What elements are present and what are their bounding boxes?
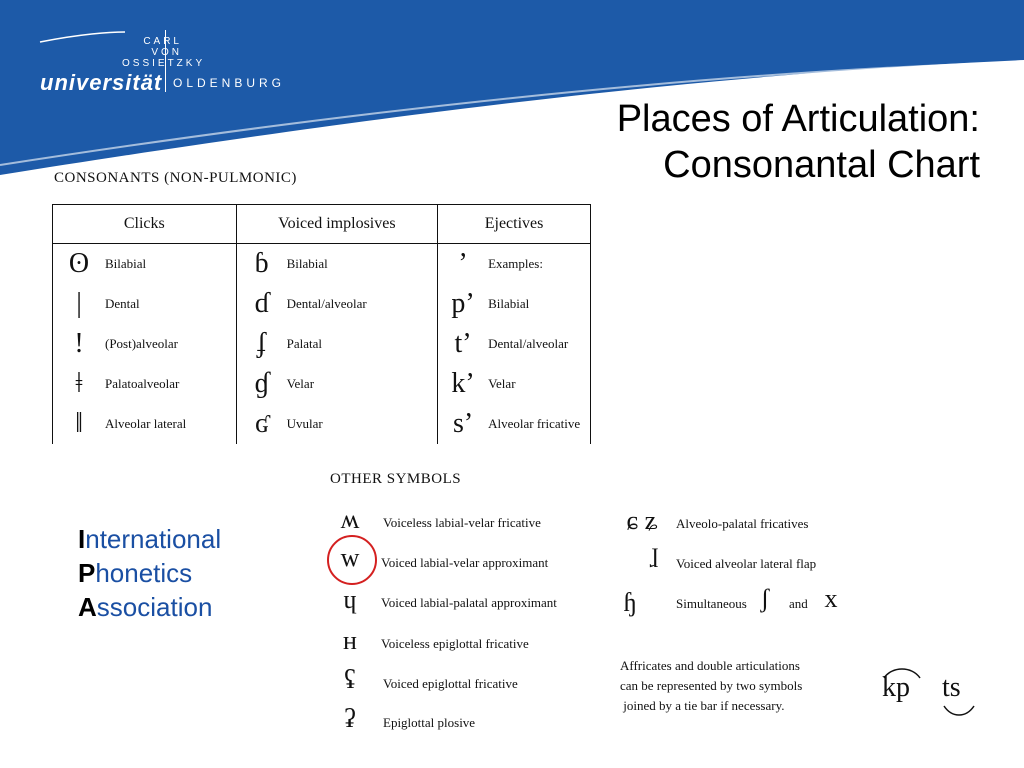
ejective-label: Examples: — [488, 244, 590, 285]
other-symbol: ʡ — [344, 704, 356, 733]
other-symbol: w — [340, 543, 360, 572]
other-symbol-desc: Voiceless epiglottal fricative — [381, 636, 529, 651]
other-symbol: ʍ — [340, 505, 360, 534]
column-ejectives: Ejectives — [438, 205, 591, 244]
note-line: can be represented by two symbols — [620, 678, 803, 693]
ipa-line-association — [78, 590, 221, 624]
slide-title-line1: Places of Articulation: — [616, 98, 980, 140]
ejective-symbol: tʼ — [438, 324, 489, 364]
other-symbol-desc: and — [789, 596, 808, 611]
click-label: Alveolar lateral — [105, 416, 187, 431]
other-symbol: ʃ — [760, 584, 770, 613]
click-symbol: ǂ — [53, 364, 106, 404]
implosive-label: Bilabial — [286, 256, 328, 271]
table-row — [53, 284, 591, 324]
affricates-note — [620, 656, 802, 716]
tie-example-ts: ts — [942, 672, 961, 703]
other-symbol-desc: Alveolo-palatal fricatives — [676, 516, 809, 531]
click-label: Palatoalveolar — [105, 376, 180, 391]
logo-universitaet: universität — [40, 70, 163, 95]
table-row — [53, 244, 591, 285]
other-symbol: ʜ — [343, 626, 357, 655]
implosive-label: Dental/alveolar — [286, 296, 367, 311]
ipa-initial-p: P — [78, 558, 96, 588]
ejective-symbol: sʼ — [438, 404, 489, 444]
logo-oldenburg: OLDENBURG — [173, 76, 286, 90]
click-label: Bilabial — [105, 256, 147, 271]
slide-title — [460, 96, 980, 188]
ipa-line-international — [78, 522, 221, 556]
logo-carl-von-ossietzky — [122, 36, 206, 69]
implosive-label: Velar — [286, 376, 315, 391]
ejective-label: Velar — [488, 364, 590, 404]
ejective-label: Bilabial — [488, 284, 590, 324]
note-line: Affricates and double articulations — [620, 658, 800, 673]
other-symbol: ʢ — [344, 665, 356, 694]
table-row — [53, 364, 591, 404]
logo-von: VON — [151, 47, 182, 58]
table-row — [53, 324, 591, 364]
highlight-circle — [327, 535, 377, 585]
click-symbol: ! — [53, 324, 106, 364]
ipa-association: ssociation — [96, 592, 213, 622]
click-symbol: ʘ — [53, 244, 106, 285]
ejective-label: Dental/alveolar — [488, 324, 590, 364]
slide-title-line2: Consonantal Chart — [663, 144, 980, 186]
tie-bar-below-icon — [942, 704, 976, 718]
column-clicks: Clicks — [53, 205, 237, 244]
column-voiced-implosives: Voiced implosives — [236, 205, 438, 244]
other-symbol-desc: Voiced labial-velar approximant — [381, 555, 549, 570]
ipa-initial-a: A — [78, 592, 97, 622]
other-symbol: ɥ — [343, 585, 357, 614]
other-symbol-desc: Voiced epiglottal fricative — [383, 676, 518, 691]
ejective-label: Alveolar fricative — [488, 404, 590, 444]
click-label: (Post)alveolar — [105, 336, 178, 351]
ipa-line-phonetics — [78, 556, 221, 590]
logo-carl: CARL — [143, 36, 182, 47]
implosive-label: Palatal — [286, 336, 322, 351]
logo-ossietzky: OSSIETZKY — [122, 58, 206, 69]
note-line: joined by a tie bar if necessary. — [620, 698, 785, 713]
other-symbol: ɧ — [623, 588, 637, 617]
ipa-initial-i: I — [78, 524, 86, 554]
other-symbols-heading: OTHER SYMBOLS — [330, 471, 462, 487]
implosive-symbol: ɗ — [236, 284, 287, 324]
implosive-symbol: ʄ — [236, 324, 287, 364]
click-symbol: | — [53, 284, 106, 324]
ipa-phonetics: honetics — [95, 558, 193, 588]
other-symbol-desc: Simultaneous — [676, 596, 747, 611]
ejective-symbol: kʼ — [438, 364, 489, 404]
tie-bar-icon — [882, 666, 922, 680]
tie-example-kp: kp — [882, 672, 910, 703]
ejective-symbol: ʼ — [438, 244, 489, 285]
implosive-symbol: ʛ — [236, 404, 287, 444]
tie-bar-example — [882, 672, 910, 704]
ejective-symbol: pʼ — [438, 284, 489, 324]
implosive-symbol: ɓ — [236, 244, 287, 285]
implosive-symbol: ɠ — [236, 364, 287, 404]
ipa-acronym — [78, 522, 221, 624]
other-symbol: ɺ — [649, 544, 659, 573]
consonants-heading: CONSONANTS (NON-PULMONIC) — [54, 170, 297, 186]
other-symbol-desc: Voiced labial-palatal approximant — [381, 595, 557, 610]
implosive-label: Uvular — [286, 416, 323, 431]
other-symbol-desc: Epiglottal plosive — [383, 715, 476, 730]
other-symbol: ɕ ʑ — [626, 506, 658, 535]
other-symbol-desc: Voiceless labial-velar fricative — [383, 515, 541, 530]
tie-bar-example — [942, 672, 961, 704]
click-symbol: ǁ — [53, 404, 106, 444]
table-row — [53, 404, 591, 444]
consonants-table — [52, 204, 591, 444]
click-label: Dental — [105, 296, 140, 311]
other-symbol-desc: Voiced alveolar lateral flap — [676, 556, 817, 571]
ipa-international: nternational — [85, 524, 222, 554]
other-symbol: x — [824, 584, 838, 613]
table-header-row — [53, 205, 591, 244]
